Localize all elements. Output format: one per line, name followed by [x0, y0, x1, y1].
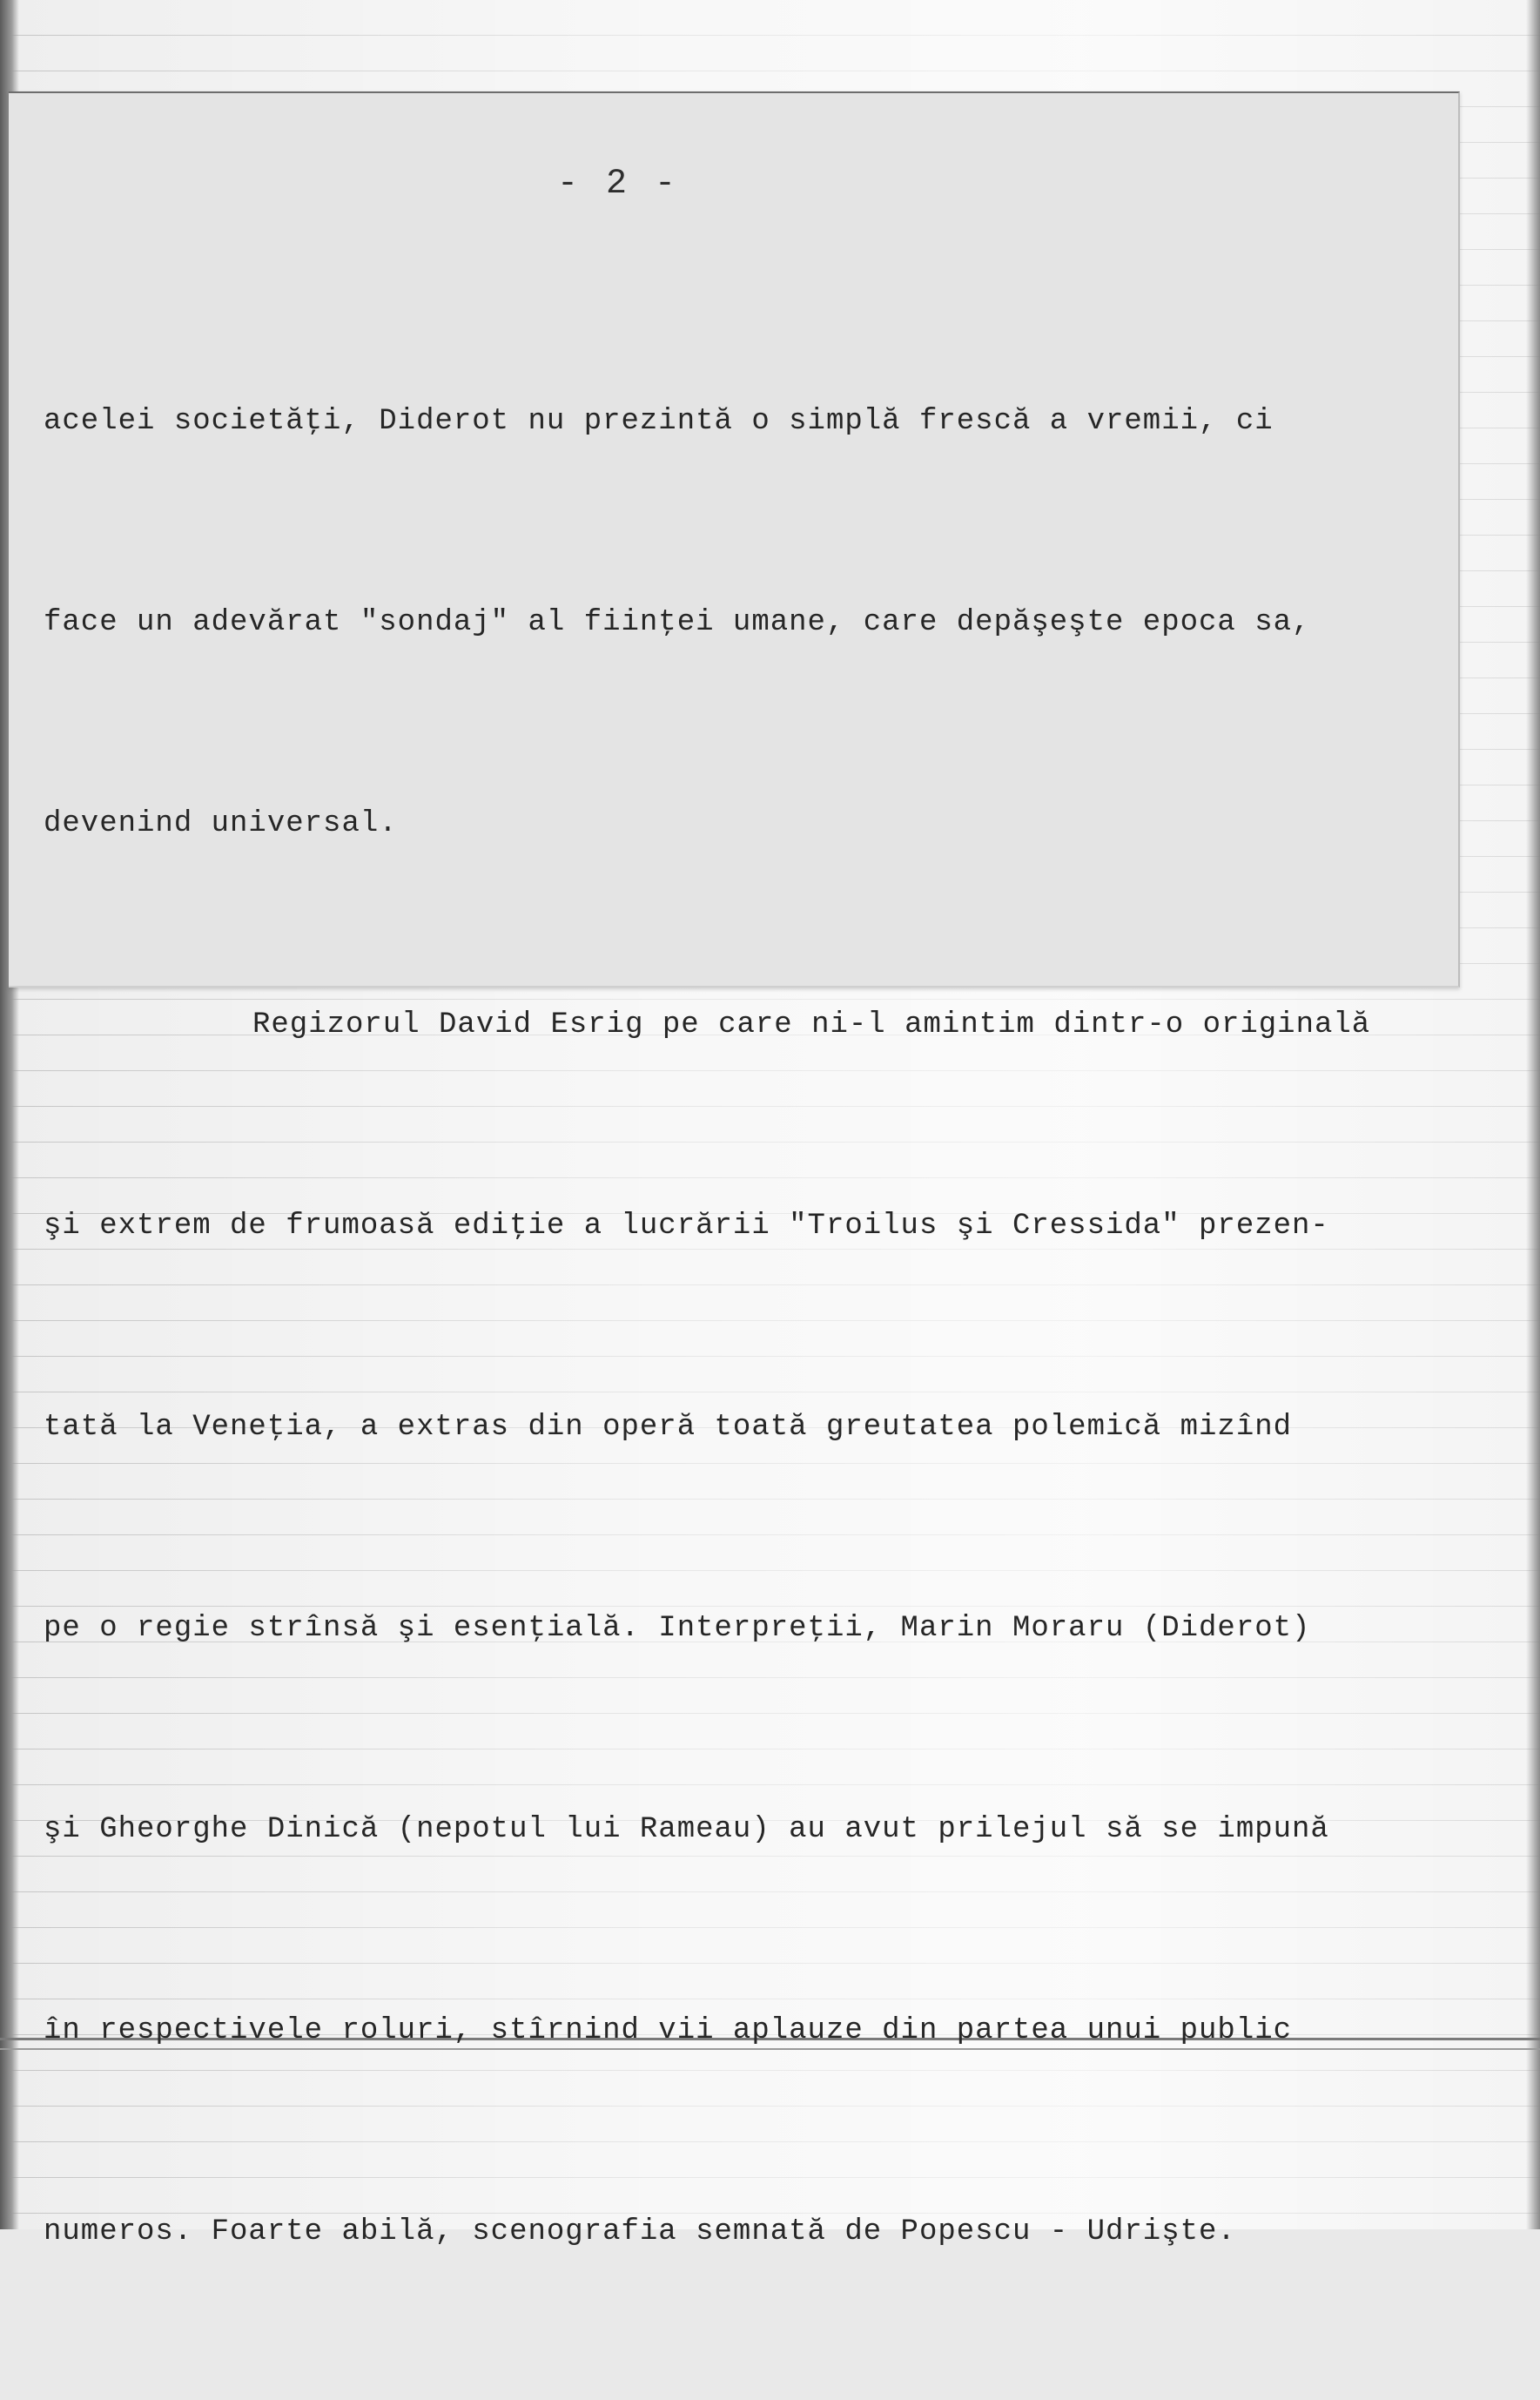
- text-line-1: acelei societăţi, Diderot nu prezintă o simplă frescă a vremii, ci: [44, 405, 1274, 438]
- typed-page: [9, 91, 1460, 2248]
- text-line-4: Regizorul David Esrig pe care ni-l amintim dintr-o originală: [252, 1008, 1371, 1042]
- right-paper-edge: [1526, 0, 1540, 2229]
- body-text: [44, 254, 1436, 2400]
- text-line-3: devenind universal.: [44, 807, 398, 840]
- page-number: - 2 -: [556, 165, 680, 204]
- text-line-2: face un adevărat "sondaj" al fiinţei umane, care depăşeşte epoca sa,: [44, 606, 1311, 639]
- text-line-8: şi Gheorghe Dinică (nepotul lui Rameau) au avut prilejul să se impună: [44, 1813, 1329, 1846]
- text-line-7: pe o regie strînsă şi esenţială. Interpreţii, Marin Moraru (Diderot): [44, 1612, 1311, 1645]
- text-line-5: şi extrem de frumoasă ediţie a lucrării "Troilus şi Cressida" prezen-: [44, 1210, 1329, 1243]
- text-line-6: tată la Veneţia, a extras din operă toată greutatea polemică mizînd: [44, 1411, 1293, 1444]
- text-line-10: numeros. Foarte abilă, scenografia semnată de Popescu - Udrişte.: [44, 2215, 1236, 2248]
- text-line-9: în respectivele roluri, stîrnind vii aplauze din partea unui public: [44, 2014, 1293, 2047]
